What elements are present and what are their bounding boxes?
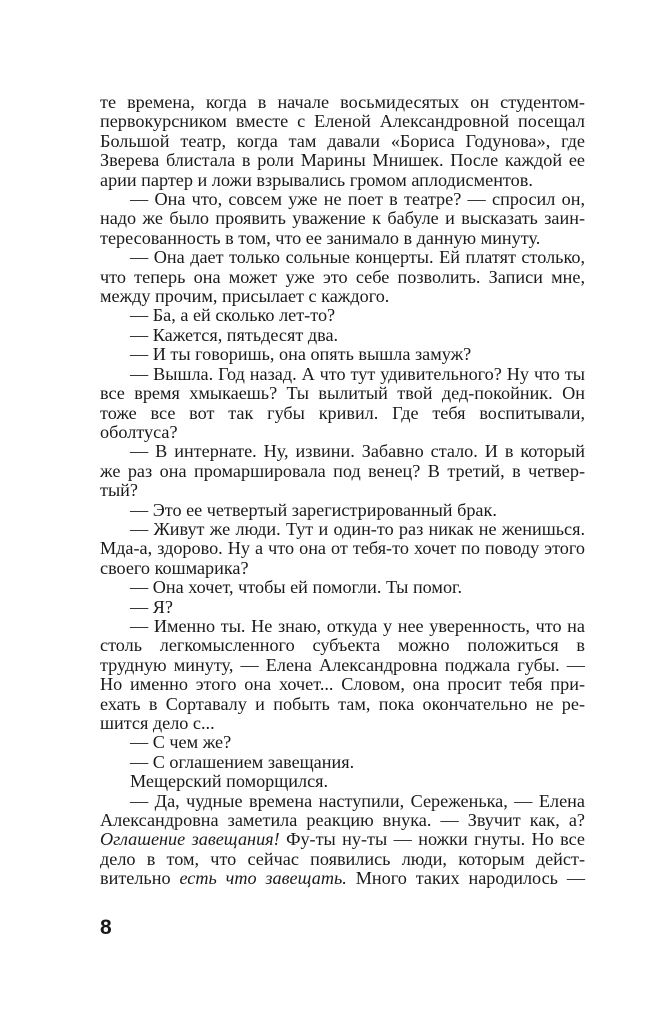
paragraph: — И ты говоришь, она опять вышла замуж? [130,344,472,365]
paragraph: — С чем же? [130,732,232,753]
text-run: Фу-ты ну-ты — ножки гнуты. Но все дело в том, что сейчас появились люди, которым действительно [100,829,585,889]
italic-emphasis: Оглашение завещания! [100,829,280,850]
paragraph: — Кажется, пятьдесят два. [130,324,339,345]
paragraph: — Она что, совсем уже не поет в театре? — спросил он, надо же было проявить уважение к бабуле и высказать заинтересованность в том, что ее занимало в данную минуту. [100,189,585,248]
book-page-text [100,93,585,923]
paragraph: — Живут же люди. Тут и один-то раз никак не женишься. Мда-а, здорово. Ну а что она от тебя-то хочет по поводу этого своего кошмарика? [100,518,585,578]
paragraph: — Она хочет, чтобы ей помогли. Ты помог. [130,577,462,598]
paragraph: Мещерский поморщился. [130,771,329,792]
paragraph-continued [100,792,585,889]
paragraph: те времена, когда в начале восьмидесятых он студентом-первокурсником вместе с Еленой Александровной посещал Большой театр, когда там давали «Бориса Годунова», где Зверева блистала в роли Марины Мнишек. После каждой ее арии партер и ложи взрывались громом аплодисментов. [100,92,585,190]
paragraph: — Именно ты. Не знаю, откуда у нее уверенность, что на столь легкомысленного субъекта можно положиться в трудную минуту, — Елена Александровна поджала губы. — Но именно этого она хочет... Словом, она просит тебя приехать в Сортавалу и побыть там, пока окончательно не решится дело с... [100,615,585,733]
text-run: Много таких народилось — [346,868,586,889]
paragraph: — Она дает только сольные концерты. Ей платят столько, что теперь она может уже это себе позволить. Записи мне, между прочим, присылает с каждого. [100,247,585,307]
paragraph: — Вышла. Год назад. А что тут удивительного? Ну что ты все время хмыкаешь? Ты вылитый твой дед-покойник. Он тоже все вот так губы кривил. Где тебя воспитывали, оболтуса? [100,363,585,442]
paragraph: — Это ее четвертый зарегистрированный брак. [130,499,497,520]
text-run: — Да, чудные времена наступили, Сереженька, — Елена Александровна заметила реакцию внука. — Звучит как, а? [100,790,585,831]
paragraph: — Ба, а ей сколько лет-то? [130,305,336,326]
paragraph: — В интернате. Ну, извини. Забавно стало. И в который же раз она промаршировала под венец? В третий, в четвертый? [100,441,585,501]
paragraph: — С оглашением завещания. [130,751,355,772]
page-number: 8 [100,916,112,939]
italic-emphasis: есть что завещать. [179,868,347,889]
paragraph: — Я? [130,596,173,617]
